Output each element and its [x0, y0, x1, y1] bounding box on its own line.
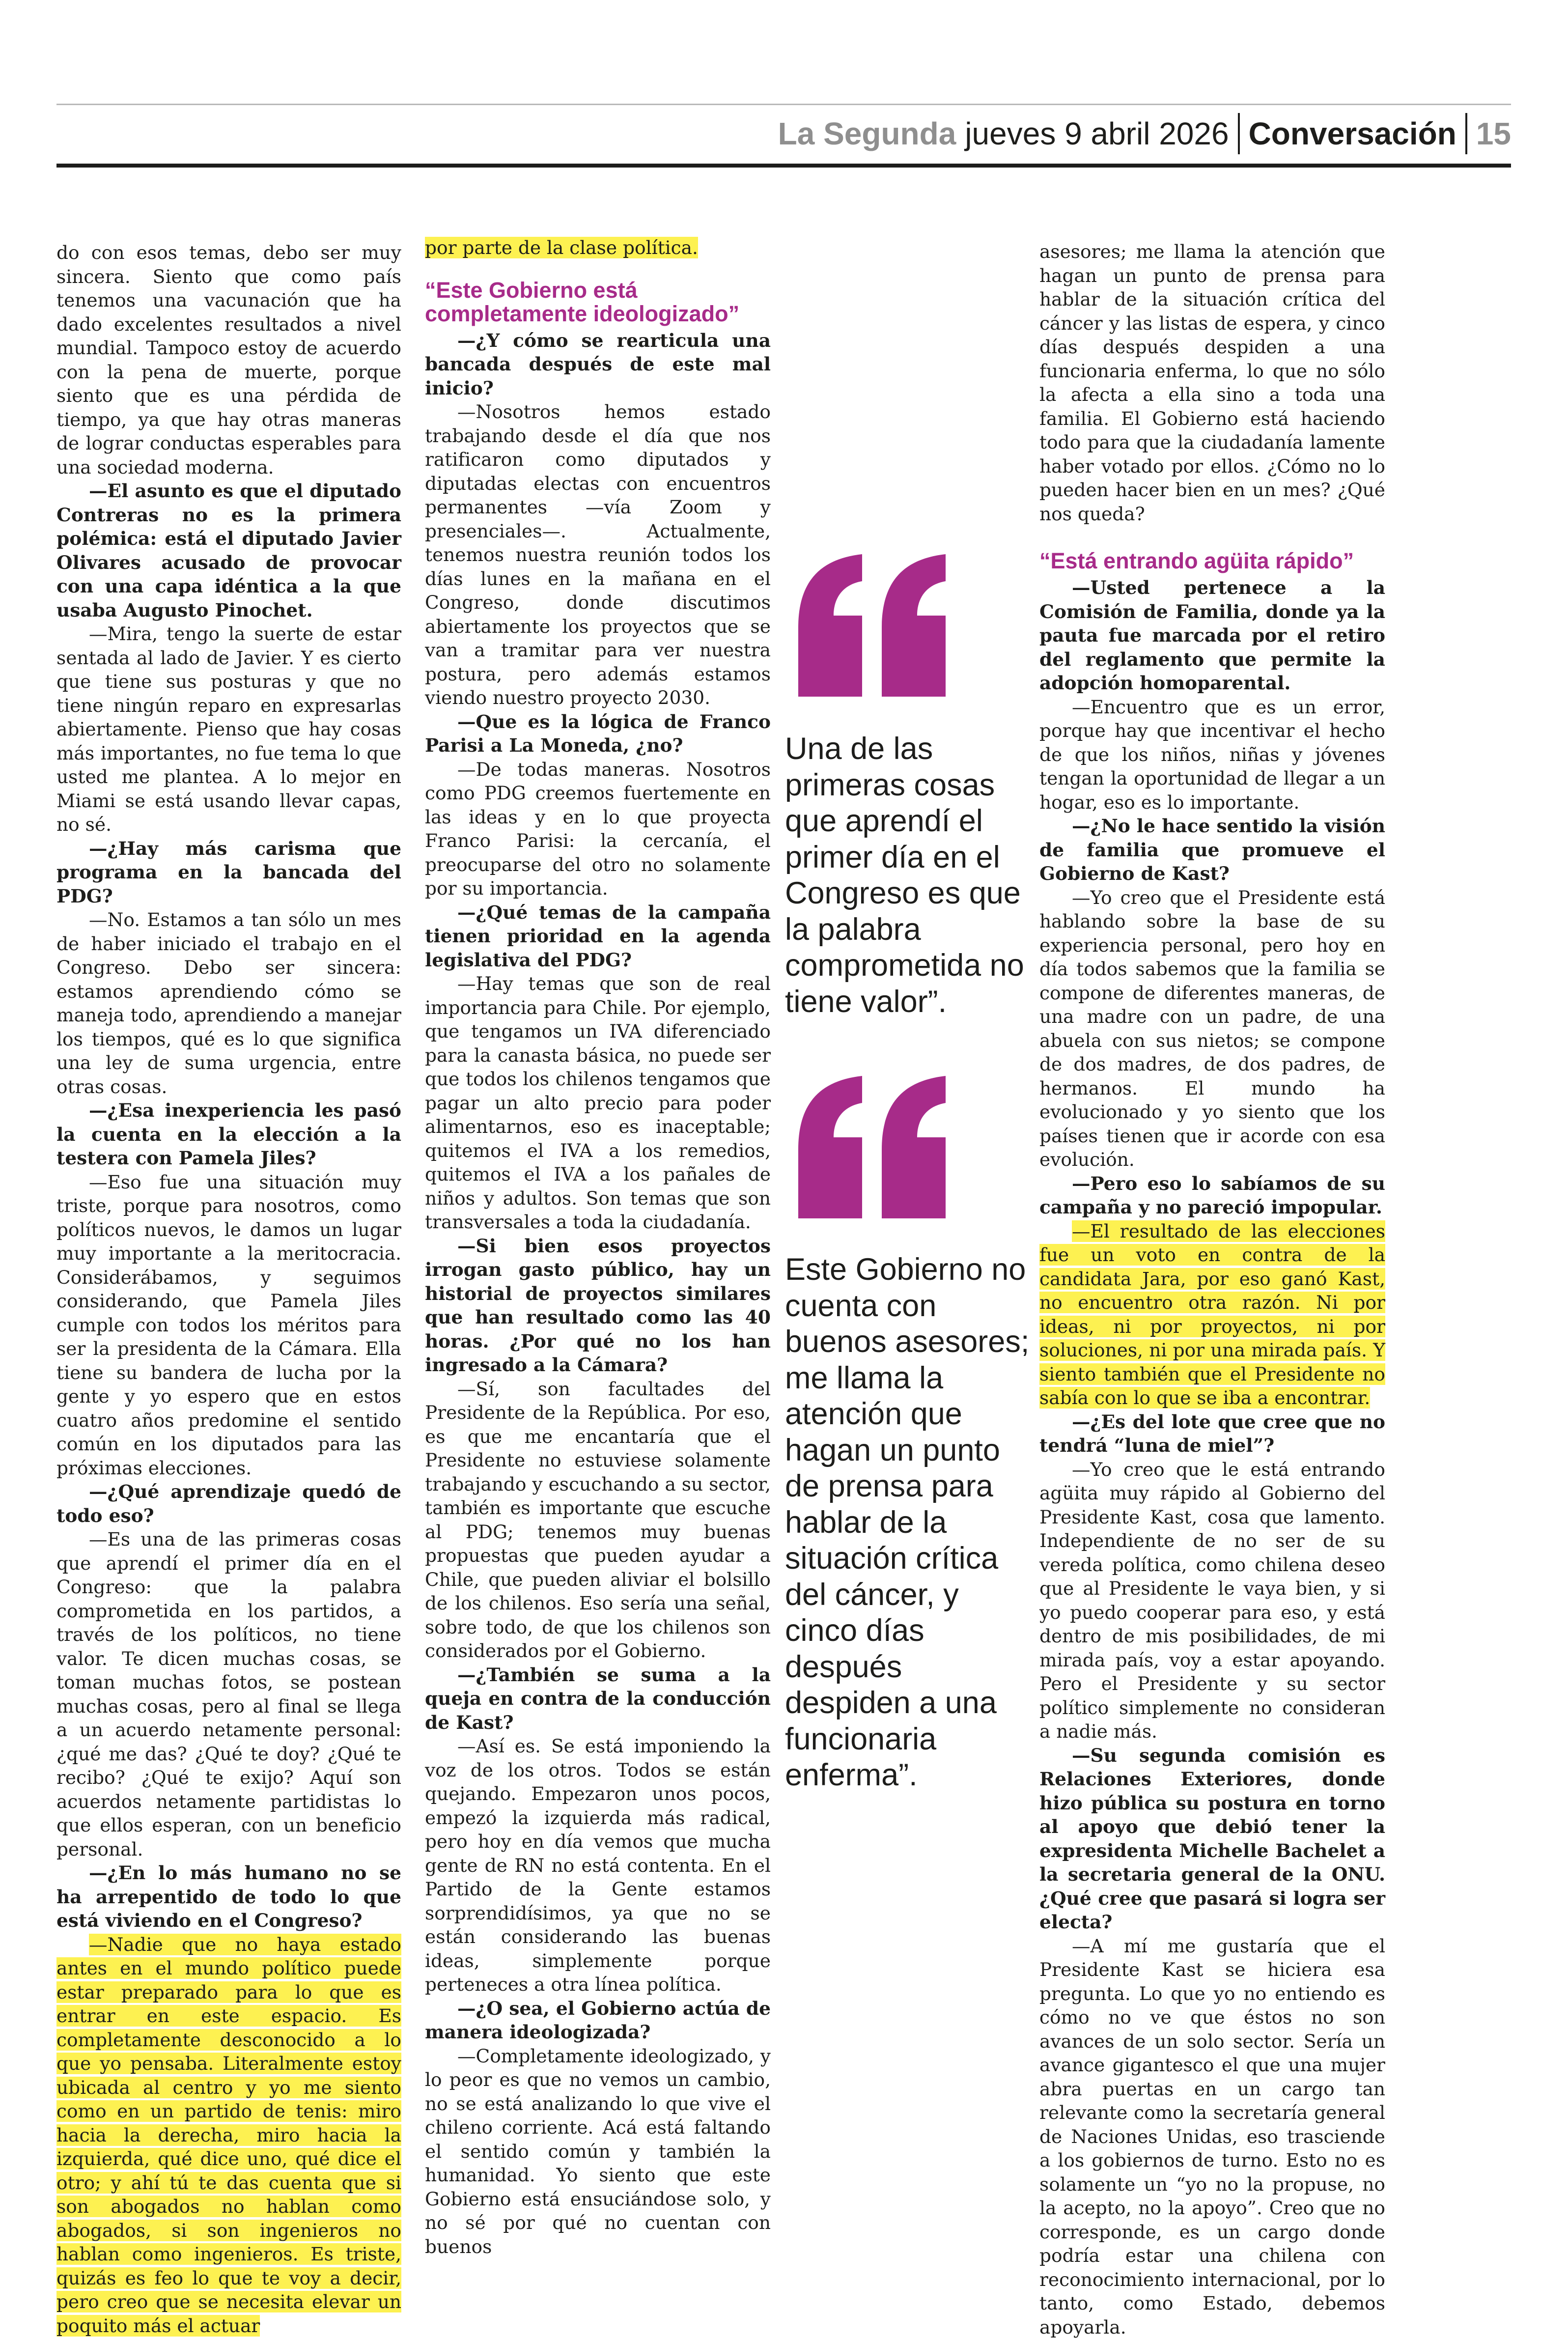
paragraph-continuation — [425, 236, 771, 260]
subheading: “Está entrando agüita rápido” — [1039, 549, 1385, 573]
interview-answer: —Nosotros hemos estado trabajando desde el día que nos ratificaron como diputados y diputadas electas con encuentros permanentes —vía Zoom y presenciales—. Actualmente, tenemos nuestra reunión todos los días lunes en la mañana en el Congreso, donde discutimos abiertamente los proyectos que se van a tramitar para ver nuestra postura, pero además estamos viendo nuestro proyecto 2030. — [425, 400, 771, 710]
masthead-divider — [1465, 113, 1467, 154]
interview-answer: —Yo creo que le está entrando agüita muy rápido al Gobierno del Presidente Kast, cosa que lamento. Independiente de no ser de su vereda política, como chilena deseo que al Presidente le vaya bien, y si yo puedo cooperar para eso, y está dentro de mis posibilidades, de mi mirada país, voy a estar apoyando. Pero el Presidente y su sector político simplemente no consideran a nadie más. — [1039, 1458, 1385, 1744]
article-column-3 — [1039, 240, 1385, 2339]
pull-quote-1: Una de las primeras cosas que aprendí el primer día en el Congreso es que la palabra comprometida no tiene valor”. — [785, 731, 1031, 1020]
interview-answer-highlighted — [56, 1933, 401, 2338]
highlighted-text: por parte de la clase política. — [425, 237, 698, 258]
quote-mark-icon — [788, 1076, 955, 1218]
interview-answer: —No. Estamos a tan sólo un mes de haber iniciado el trabajo en el Congreso. Debo ser sincera: estamos aprendiendo cómo se maneja todo, aprendiendo a manejar los tiempos, qué es lo que significa una ley de suma urgencia, entre otras cosas. — [56, 908, 401, 1099]
interview-question: —¿O sea, el Gobierno actúa de manera ideologizada? — [425, 1997, 771, 2044]
interview-question: —Usted pertenece a la Comisión de Familia, donde ya la pauta fue marcada por el retiro del reglamento que permite la adopción homoparental. — [1039, 576, 1385, 695]
issue-date: jueves 9 abril 2026 — [965, 115, 1229, 152]
interview-question: —¿Esa inexperiencia les pasó la cuenta en la elección a la testera con Pamela Jiles? — [56, 1099, 401, 1170]
interview-question: —Si bien esos proyectos irrogan gasto público, hay un historial de proyectos similares que han resultado como las 40 horas. ¿Por qué no los han ingresado a la Cámara? — [425, 1234, 771, 1377]
interview-answer: —Sí, son facultades del Presidente de la República. Por eso, es que me encantaría que el Presidente no estuviese solamente trabajando y escuchando a su sector, también es importante que escuche al PDG; tenemos muy buenas propuestas que pueden ayudar a Chile, que pueden aliviar el bolsillo de los chilenos. Eso sería una señal, sobre todo, de que los chilenos son considerados por el Gobierno. — [425, 1377, 771, 1663]
interview-question: —¿Qué aprendizaje quedó de todo eso? — [56, 1480, 401, 1527]
interview-question: —¿Qué temas de la campaña tienen prioridad en la agenda legislativa del PDG? — [425, 901, 771, 972]
interview-answer: —Así es. Se está imponiendo la voz de los otros. Todos se están quejando. Empezaron unos pocos, empezó la izquierda más radical, pero hoy en día vemos que mucha gente de RN no está contenta. En el Partido de la Gente estamos sorprendidísimos, ya que no se están considerando las buenas ideas, simplemente porque perteneces a otra línea política. — [425, 1734, 771, 1997]
interview-question: —¿Es del lote que cree que no tendrá “luna de miel”? — [1039, 1410, 1385, 1458]
masthead — [778, 109, 1511, 158]
header-bottom-rule — [56, 164, 1511, 168]
interview-answer: —Yo creo que el Presidente está hablando sobre la base de su experiencia personal, pero hoy en día todos sabemos que la familia se compone de diferentes maneras, de una madre con un padre, de una abuela con sus nietos; se compone de dos madres, de dos padres, de hermanos. El mundo ha evolucionado y yo siento que los países tienen que ir acorde con esa evolución. — [1039, 886, 1385, 1172]
subheading: “Este Gobierno está completamente ideologizado” — [425, 279, 771, 326]
paragraph: do con esos temas, debo ser muy sincera. Siento que como país tenemos una vacunación que ha dado excelentes resultados a nivel mundial. Tampoco estoy de acuerdo con la pena de muerte, porque siento que es una pérdida de tiempo, ya que hay otras maneras de lograr conductas esperables para una sociedad moderna. — [56, 241, 401, 479]
page-number: 15 — [1476, 115, 1511, 152]
article-column-1 — [56, 241, 401, 2338]
highlighted-text: —Nadie que no haya estado antes en el mundo político puede estar preparado para lo que es entrar en este espacio. Es completamente desconocido a lo que yo pensaba. Literalmente estoy ubicada al centro y yo me siento como en un partido de tenis: miro hacia la derecha, miro hacia la izquierda, qué dice uno, qué dice el otro; y ahí tú te das cuenta que si son abogados no hablan como abogados, si son ingenieros no hablan como ingenieros. Es triste, quizás es feo lo que te voy a decir, pero creo que se necesita elevar un poquito más el actuar — [56, 1934, 401, 2337]
interview-answer-highlighted — [1039, 1219, 1385, 1410]
highlighted-text: —El resultado de las elecciones fue un voto en contra de la candidata Jara, por eso ganó Kast, no encuentro otra razón. Ni por ideas, ni por proyectos, ni por soluciones, ni por una mirada país. Y siento también que el Presidente no sabía con lo que se iba a encontrar. — [1039, 1220, 1385, 1409]
interview-answer: —Completamente ideologizado, y lo peor es que no vemos un cambio, no se está analizando lo que vive el chileno corriente. Acá está faltando el sentido común y también la humanidad. Yo siento que este Gobierno está ensuciándose solo, y no sé por qué no cuentan con buenos — [425, 2044, 771, 2259]
interview-question: —¿Y cómo se rearticula una bancada después de este mal inicio? — [425, 329, 771, 400]
interview-question: —Pero eso lo sabíamos de su campaña y no pareció impopular. — [1039, 1172, 1385, 1219]
quote-mark-icon — [788, 554, 955, 697]
article-column-2 — [425, 236, 771, 2258]
interview-answer: —A mí me gustaría que el Presidente Kast se hiciera esa pregunta. Lo que yo no entiendo es cómo no ve que éstos no son avances de un solo sector. Sería un avance gigantesco el que una mujer abra puertas en un cargo tan relevante como la secretaría general de Naciones Unidas, eso trasciende a los gobiernos de turno. Esto no es solamente un “yo no la propuse, no la acepto, no la apoyo”. Creo que no corresponde, es un cargo donde podría estar una chilena con reconocimiento internacional, por lo tanto, como Estado, debemos apoyarla. — [1039, 1934, 1385, 2339]
interview-answer: —Mira, tengo la suerte de estar sentada al lado de Javier. Y es cierto que tiene sus posturas y que no tiene ningún reparo en expresarlas abiertamente. Pienso que hay cosas más importantes, no fue tema lo que usted me plantea. A lo mejor en Miami se está usando llevar capas, no sé. — [56, 622, 401, 837]
interview-answer: —De todas maneras. Nosotros como PDG creemos fuertemente en las ideas y en lo que proyecta Franco Parisi: la cercanía, el preocuparse del otro no solamente por su importancia. — [425, 758, 771, 901]
interview-answer: —Hay temas que son de real importancia para Chile. Por ejemplo, que tengamos un IVA diferenciado para la canasta básica, no puede ser que todos los chilenos tengamos que pagar un alto precio para poder alimentarnos, eso es inaceptable; quitemos el IVA a los remedios, quitemos el IVA a los pañales de niños y adultos. Son temas que son transversales a toda la ciudadanía. — [425, 972, 771, 1234]
interview-answer: —Encuentro que es un error, porque hay que incentivar el hecho de que los niños, niñas y jóvenes tengan la oportunidad de llegar a un hogar, eso es lo importante. — [1039, 695, 1385, 815]
interview-question: —¿No le hace sentido la visión de familia que promueve el Gobierno de Kast? — [1039, 814, 1385, 886]
newspaper-name: La Segunda — [778, 115, 956, 152]
header-top-rule — [56, 104, 1511, 105]
section-name: Conversación — [1249, 115, 1456, 152]
interview-question: —¿En lo más humano no se ha arrepentido de todo lo que está viviendo en el Congreso? — [56, 1861, 401, 1933]
interview-question: —¿También se suma a la queja en contra de la conducción de Kast? — [425, 1663, 771, 1735]
interview-question: —¿Hay más carisma que programa en la bancada del PDG? — [56, 837, 401, 908]
interview-answer: —Eso fue una situación muy triste, porque para nosotros, como políticos nuevos, le damos un lugar muy importante a la meritocracia. Considerábamos, y seguimos considerando, que Pamela Jiles cumple con todos los méritos para ser la presidenta de la Cámara. Ella tiene su bandera de lucha por la gente y yo espero que en estos cuatro años predomine el sentido común en los diputados para las próximas elecciones. — [56, 1170, 401, 1480]
interview-answer: —Es una de las primeras cosas que aprendí el primer día en el Congreso: que la palabra comprometida en los partidos, a través de los políticos, no tiene valor. Te dicen muchas cosas, se toman muchas fotos, se postean muchas cosas, pero al final se llega a un acuerdo netamente personal: ¿qué me das? ¿Qué te doy? ¿Qué te recibo? ¿Qué te exijo? Aquí son acuerdos netamente partidistas lo que ellos esperan, con un beneficio personal. — [56, 1527, 401, 1861]
masthead-divider — [1238, 113, 1240, 154]
interview-question: —Su segunda comisión es Relaciones Exteriores, donde hizo pública su postura en torno al apoyo que debió tener la expresidenta Michelle Bachelet a la secretaria general de la ONU. ¿Qué cree que pasará si logra ser electa? — [1039, 1744, 1385, 1934]
interview-question: —El asunto es que el diputado Contreras no es la primera polémica: está el diputado Javier Olivares acusado de provocar con una capa idéntica a la que usaba Augusto Pinochet. — [56, 479, 401, 622]
paragraph-continuation: asesores; me llama la atención que hagan un punto de prensa para hablar de la situación crítica del cáncer y las listas de espera, y cinco días después despiden a una funcionaria enferma, lo que no sólo la afecta a ella sino a toda una familia. El Gobierno está haciendo todo para que la ciudadanía lamente haber votado por ellos. ¿Cómo no lo pueden hacer bien en un mes? ¿Qué nos queda? — [1039, 240, 1385, 526]
interview-question: —Que es la lógica de Franco Parisi a La Moneda, ¿no? — [425, 710, 771, 758]
pull-quote-2: Este Gobierno no cuenta con buenos asesores; me llama la atención que hagan un punto de prensa para hablar de la situación crítica del cáncer, y cinco días después despiden a una funcionaria enferma”. — [785, 1252, 1031, 1794]
